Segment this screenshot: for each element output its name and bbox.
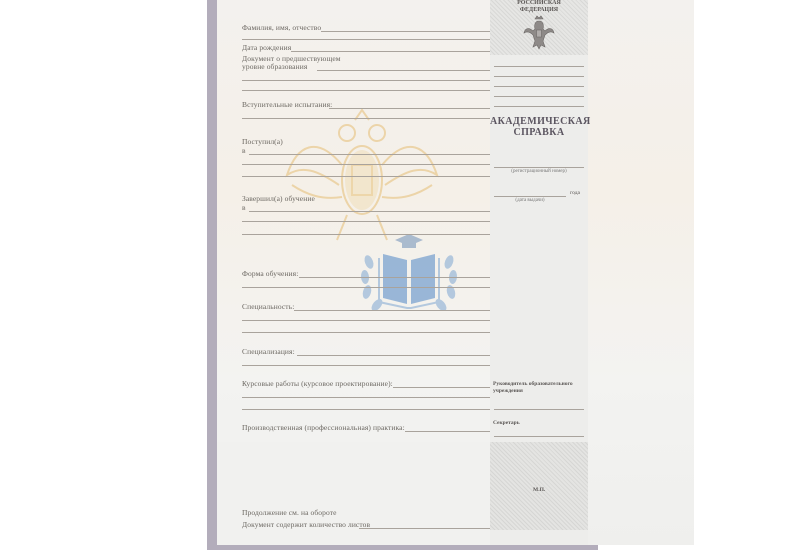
specialty-line-1 — [294, 310, 491, 311]
right-line-3 — [494, 86, 584, 87]
finished-in-label: в — [242, 203, 246, 212]
head-label-1: Руководитель образовательного — [493, 381, 573, 387]
study-form-line-1 — [299, 277, 491, 278]
academic-certificate-document — [207, 0, 598, 550]
finished-label: Завершил(а) обучение — [242, 194, 315, 203]
right-line-5 — [494, 106, 584, 107]
coursework-line-1 — [393, 387, 491, 388]
head-label-2: учреждения — [493, 388, 523, 394]
right-line-1 — [494, 66, 584, 67]
entrance-exams-label: Вступительные испытания: — [242, 100, 333, 109]
left-bottom-block — [217, 442, 490, 545]
head-signature-line — [494, 409, 584, 410]
coursework-line-3 — [242, 409, 491, 410]
sheets-line — [359, 528, 491, 529]
study-form-label: Форма обучения: — [242, 269, 299, 278]
prev-doc-line-1 — [317, 70, 491, 71]
fio-label: Фамилия, имя, отчество — [242, 23, 322, 32]
specialization-label: Специализация: — [242, 347, 295, 356]
secretary-signature-line — [494, 436, 584, 437]
coursework-line-2 — [242, 397, 491, 398]
left-page — [217, 0, 694, 545]
fio-line-2 — [242, 39, 491, 40]
specialty-line-2 — [242, 320, 491, 321]
study-form-line-2 — [242, 287, 491, 288]
country-line-1: РОССИЙСКАЯ — [517, 0, 561, 6]
country-line-2: ФЕДЕРАЦИЯ — [519, 7, 559, 13]
birth-date-line — [291, 51, 491, 52]
stamp-label: М.П. — [533, 487, 546, 493]
birth-date-label: Дата рождения — [242, 43, 292, 52]
coat-of-arms-icon — [523, 15, 555, 51]
finished-line-2 — [242, 221, 491, 222]
sheets-label: Документ содержит количество листов — [242, 520, 371, 529]
right-line-4 — [494, 96, 584, 97]
prev-doc-label-1: Документ о предшествующем — [242, 54, 341, 63]
reg-number-line — [494, 167, 584, 168]
prev-doc-line-2 — [242, 80, 491, 81]
specialization-line-2 — [242, 365, 491, 366]
continued-note: Продолжение см. на обороте — [242, 508, 337, 517]
specialization-line-1 — [297, 355, 491, 356]
entrance-exams-line-1 — [329, 108, 491, 109]
practice-line-1 — [405, 431, 491, 432]
prev-doc-label-2: уровне образования — [242, 62, 308, 71]
specialty-label: Специальность: — [242, 302, 295, 311]
issue-date-caption: (дата выдачи) — [515, 198, 545, 203]
right-page — [490, 0, 591, 545]
specialty-line-3 — [242, 332, 491, 333]
practice-label: Производственная (профессиональная) практика: — [242, 423, 405, 432]
coursework-label: Курсовые работы (курсовое проектирование): — [242, 379, 393, 388]
finished-line-1 — [249, 211, 491, 212]
document-title-line-1: АКАДЕМИЧЕСКАЯ — [490, 116, 591, 127]
admitted-label: Поступил(а) — [242, 137, 283, 146]
year-word: года — [570, 190, 580, 196]
right-line-2 — [494, 76, 584, 77]
fio-line — [321, 31, 491, 32]
prev-doc-line-3 — [242, 90, 491, 91]
admitted-line-1 — [249, 154, 491, 155]
entrance-exams-line-2 — [242, 118, 491, 119]
finished-line-3 — [242, 234, 491, 235]
issue-date-line — [494, 196, 566, 197]
reg-number-caption: (регистрационный номер) — [511, 169, 567, 174]
admitted-in-label: в — [242, 146, 246, 155]
bottom-pattern-strip — [490, 442, 588, 530]
open-book-logo-icon — [357, 232, 461, 320]
admitted-line-2 — [242, 164, 491, 165]
admitted-line-3 — [242, 176, 491, 177]
secretary-label: Секретарь — [493, 420, 520, 426]
document-title-line-2: СПРАВКА — [513, 127, 565, 138]
